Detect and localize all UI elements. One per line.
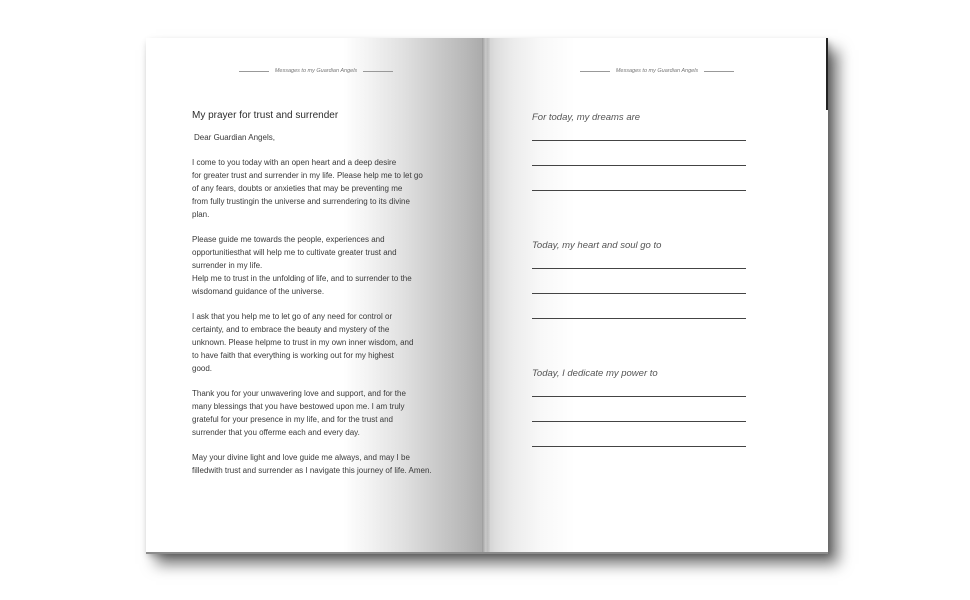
writing-line xyxy=(532,268,746,269)
prayer-paragraph xyxy=(192,310,452,375)
writing-line xyxy=(532,190,746,191)
prayer-line: for greater trust and surrender in my life. Please help me to let go xyxy=(192,171,423,180)
prayer-line: grateful for your presence in my life, and for the trust and xyxy=(192,415,393,424)
prayer-line: Please guide me towards the people, experiences and xyxy=(192,235,385,244)
left-page xyxy=(146,38,486,552)
prayer-line: I come to you today with an open heart and a deep desire xyxy=(192,158,397,167)
header-rule xyxy=(580,71,610,72)
book-spine xyxy=(482,38,490,552)
journal-section-dreams xyxy=(532,112,746,215)
running-header-text: Messages to my Guardian Angels xyxy=(615,68,699,74)
prayer-line: I ask that you help me to let go of any need for control or xyxy=(192,312,393,321)
prayer-line: of any fears, doubts or anxieties that may be preventing me xyxy=(192,184,403,193)
writing-line xyxy=(532,318,746,319)
writing-line xyxy=(532,140,746,141)
prayer-line: Thank you for your unwavering love and support, and for the xyxy=(192,389,406,398)
header-rule xyxy=(239,71,269,72)
prayer-line: from fully trustingin the universe and surrendering to its divine xyxy=(192,197,410,206)
prayer-line: wisdomand guidance of the universe. xyxy=(192,287,325,296)
writing-line xyxy=(532,396,746,397)
journal-prompt: Today, my heart and soul go to xyxy=(532,240,662,251)
writing-line xyxy=(532,165,746,166)
prayer-line: certainty, and to embrace the beauty and mystery of the xyxy=(192,325,390,334)
salutation: Dear Guardian Angels, xyxy=(194,133,275,142)
journal-section-heart xyxy=(532,240,746,343)
prayer-paragraphs xyxy=(192,156,452,477)
prayer-line: plan. xyxy=(192,210,210,219)
journal-section-power xyxy=(532,368,746,471)
prayer-line: surrender that you offerme each and every day. xyxy=(192,428,360,437)
prayer-line: unknown. Please helpme to trust in my own inner wisdom, and xyxy=(192,338,414,347)
journal-prompt: For today, my dreams are xyxy=(532,112,641,123)
prayer-line: opportunitiesthat will help me to cultivate greater trust and xyxy=(192,248,397,257)
header-rule xyxy=(363,71,393,72)
prayer-line: surrender in my life. xyxy=(192,261,263,270)
left-running-header xyxy=(146,68,486,74)
prayer-line: May your divine light and love guide me always, and may I be xyxy=(192,453,410,462)
writing-line xyxy=(532,446,746,447)
page-right-edge xyxy=(826,38,828,110)
prayer-line: Help me to trust in the unfolding of life, and to surrender to the xyxy=(192,274,412,283)
open-book xyxy=(146,38,828,552)
running-header-text: Messages to my Guardian Angels xyxy=(274,68,358,74)
prayer-line: good. xyxy=(192,364,213,373)
writing-line xyxy=(532,293,746,294)
right-running-header xyxy=(486,68,828,74)
prayer-title: My prayer for trust and surrender xyxy=(192,110,339,121)
header-rule xyxy=(704,71,734,72)
prayer-paragraph xyxy=(192,387,452,439)
prayer-text xyxy=(192,110,452,489)
prayer-paragraph xyxy=(192,451,452,477)
prayer-paragraph xyxy=(192,156,452,221)
journal-prompt: Today, I dedicate my power to xyxy=(532,368,658,379)
prayer-line: many blessings that you have bestowed upon me. I am truly xyxy=(192,402,405,411)
prayer-line: to have faith that everything is working out for my highest xyxy=(192,351,394,360)
prayer-line: filledwith trust and surrender as I navigate this journey of life. Amen. xyxy=(192,466,432,475)
prayer-paragraph xyxy=(192,233,452,298)
right-page xyxy=(486,38,828,552)
writing-line xyxy=(532,421,746,422)
page-bottom-edge xyxy=(146,552,828,554)
